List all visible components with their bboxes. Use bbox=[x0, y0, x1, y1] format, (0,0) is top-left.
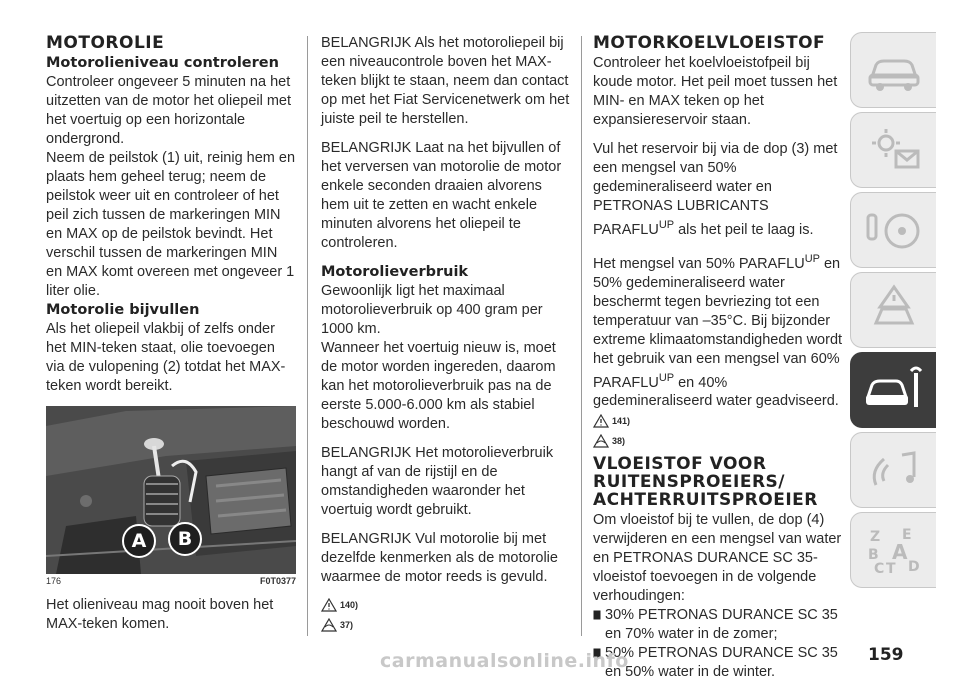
index-letters-icon bbox=[862, 523, 926, 577]
subheading-verbruik: Motorolieverbruik bbox=[321, 264, 469, 280]
watermark: carmanualsonline.info bbox=[380, 650, 629, 672]
column-divider bbox=[307, 36, 308, 636]
paragraph: BELANGRIJK Vul motorolie bij met dezelfde kenmerken als de motorolie waarmee de motor reeds is gevuld. bbox=[321, 531, 558, 585]
maintenance-car-wrench-icon bbox=[862, 363, 926, 417]
caution-triangle-icon bbox=[321, 618, 337, 632]
index-letter: Z bbox=[869, 529, 880, 545]
warning-ref-number: 141) bbox=[612, 416, 631, 427]
page-number: 159 bbox=[868, 645, 904, 665]
paragraph: BELANGRIJK Laat na het bijvullen of het verversen van motorolie de motor enkele seconden draaien alvorens hem uit te zetten en wacht enkele minuten alvorens het oliepeil te controleren. bbox=[321, 140, 562, 251]
text: als het peil te laag is. bbox=[674, 221, 814, 238]
marker-b: B bbox=[168, 522, 202, 556]
warning-triangle-icon bbox=[593, 414, 609, 428]
list-item bbox=[593, 606, 843, 644]
warning-triangle-icon bbox=[321, 598, 337, 612]
paragraph: Gewoonlijk ligt het maximaal motorolieverbruik op 400 gram per 1000 km. bbox=[321, 283, 543, 337]
figure-number: 176 bbox=[46, 576, 62, 586]
index-letter: A bbox=[891, 540, 907, 564]
figure-code: F0T0377 bbox=[259, 576, 296, 586]
superscript: UP bbox=[658, 371, 675, 384]
superscript: UP bbox=[658, 219, 675, 231]
list-item bbox=[593, 644, 843, 682]
paragraph: Controleer ongeveer 5 minuten na het uitzetten van de motor het oliepeil met het voertuig op een horizontale ondergrond. bbox=[46, 74, 292, 147]
caution-triangle-icon bbox=[593, 434, 609, 448]
section-title-motorolie: MOTOROLIE bbox=[46, 33, 165, 53]
paragraph: Om vloeistof bij te vullen, de dop (4) verwijderen en een mengsel van water en PETRONAS DURANCE SC 35-vloeistof toevoegen in de volgende verhoudingen: bbox=[593, 512, 842, 605]
safety-steering-icon bbox=[862, 203, 926, 257]
paragraph: Controleer het koelvloeistofpeil bij koude motor. Het peil moet tussen het MIN- en MAX teken op het expansiereservoir staan. bbox=[593, 55, 838, 128]
index-letter: D bbox=[907, 559, 920, 575]
paragraph: BELANGRIJK Het motorolieverbruik hangt af van de rijstijl en de omstandigheden waaronder het voertuig wordt gebruikt. bbox=[321, 445, 554, 518]
caution-ref bbox=[593, 433, 843, 449]
index-letter: E bbox=[901, 527, 912, 543]
index-letter: B bbox=[867, 547, 879, 563]
multimedia-icon bbox=[862, 443, 926, 497]
caution-ref-number: 38) bbox=[612, 436, 626, 447]
paragraph bbox=[593, 140, 843, 240]
text: Vul het reservoir bij via de dop (3) met een mengsel van 50% gedemineraliseerd water en PETRONAS LUBRICANTS PARAFLU bbox=[593, 141, 838, 238]
paragraph: Als het oliepeil vlakbij of zelfs onder het MIN-teken staat, olie toevoegen via de vulopening (2) totdat het MAX-teken wordt bereikt. bbox=[46, 321, 286, 394]
tab-maintenance[interactable] bbox=[850, 352, 936, 428]
paragraph bbox=[593, 250, 843, 412]
warning-ref-number: 140) bbox=[340, 600, 359, 610]
subheading-niveau: Motorolieniveau controleren bbox=[46, 55, 279, 71]
warning-triangle-car-icon bbox=[862, 283, 926, 337]
chapter-tabs bbox=[850, 32, 936, 592]
list-item-text: 30% PETRONAS DURANCE SC 35 en 70% water in de zomer; bbox=[605, 607, 838, 643]
tab-vehicle-info[interactable] bbox=[850, 32, 936, 108]
index-letter: T bbox=[885, 561, 896, 577]
dashboard-lights-icon bbox=[862, 123, 926, 177]
list-item-text: 50% PETRONAS DURANCE SC 35 en 50% water in de winter. bbox=[605, 645, 838, 681]
tab-dashboard[interactable] bbox=[850, 112, 936, 188]
column-3 bbox=[593, 34, 843, 682]
tab-index[interactable] bbox=[850, 512, 936, 588]
column-2 bbox=[321, 34, 571, 637]
text: Het mengsel van 50% PARAFLU bbox=[593, 255, 805, 272]
paragraph: Neem de peilstok (1) uit, reinig hem en plaats hem geheel terug; neem de peilstok weer uit en controleer of het peil zich tussen de markeringen MIN en MAX op de peilstok bevindt. Het verschil tussen de markeringen MIN en MAX komt overeen met ongeveer 1 liter olie. bbox=[46, 150, 296, 299]
tab-multimedia[interactable] bbox=[850, 432, 936, 508]
paragraph: Wanneer het voertuig nieuw is, moet de motor worden ingereden, daarom kan het motorolieverbruik pas na de eerste 5.000-6.000 km als stabiel beschouwd worden. bbox=[321, 340, 556, 432]
tab-driving[interactable] bbox=[850, 272, 936, 348]
section-title-koelvloeistof: MOTORKOELVLOEISTOF bbox=[593, 33, 826, 53]
paragraph: Het olieniveau mag nooit boven het MAX-teken komen. bbox=[46, 597, 274, 632]
superscript: UP bbox=[804, 252, 820, 265]
bullet-icon bbox=[593, 610, 601, 620]
car-info-icon bbox=[862, 43, 926, 97]
column-1 bbox=[46, 34, 296, 644]
text: en 40% gedemineraliseerd water geadviseerd. bbox=[593, 374, 839, 410]
column-divider bbox=[581, 36, 582, 636]
engine-figure bbox=[46, 406, 296, 574]
tab-safety[interactable] bbox=[850, 192, 936, 268]
marker-a: A bbox=[122, 524, 156, 558]
warning-ref bbox=[593, 413, 843, 429]
text: en 50% gedemineraliseerd water beschermt tegen bevriezing tot een temperatuur van –35°C. Bij bijzonder extreme klimaatomstandigheden wordt het gebruik van een mengsel van 60% PARAFLU bbox=[593, 255, 843, 391]
warning-ref bbox=[321, 597, 571, 613]
section-title-ruitensproeiers: VLOEISTOF VOOR RUITENSPROEIERS/ ACHTERRUITSPROEIER bbox=[593, 454, 818, 511]
caution-ref-number: 37) bbox=[340, 620, 354, 630]
caution-ref bbox=[321, 617, 571, 633]
paragraph: BELANGRIJK Als het motoroliepeil bij een niveaucontrole boven het MAX-teken blijkt te staan, neem dan contact op met het Fiat Servicenetwerk om het juiste peil te herstellen. bbox=[321, 35, 570, 127]
subheading-bijvullen: Motorolie bijvullen bbox=[46, 302, 200, 318]
index-letter: C bbox=[873, 561, 884, 577]
